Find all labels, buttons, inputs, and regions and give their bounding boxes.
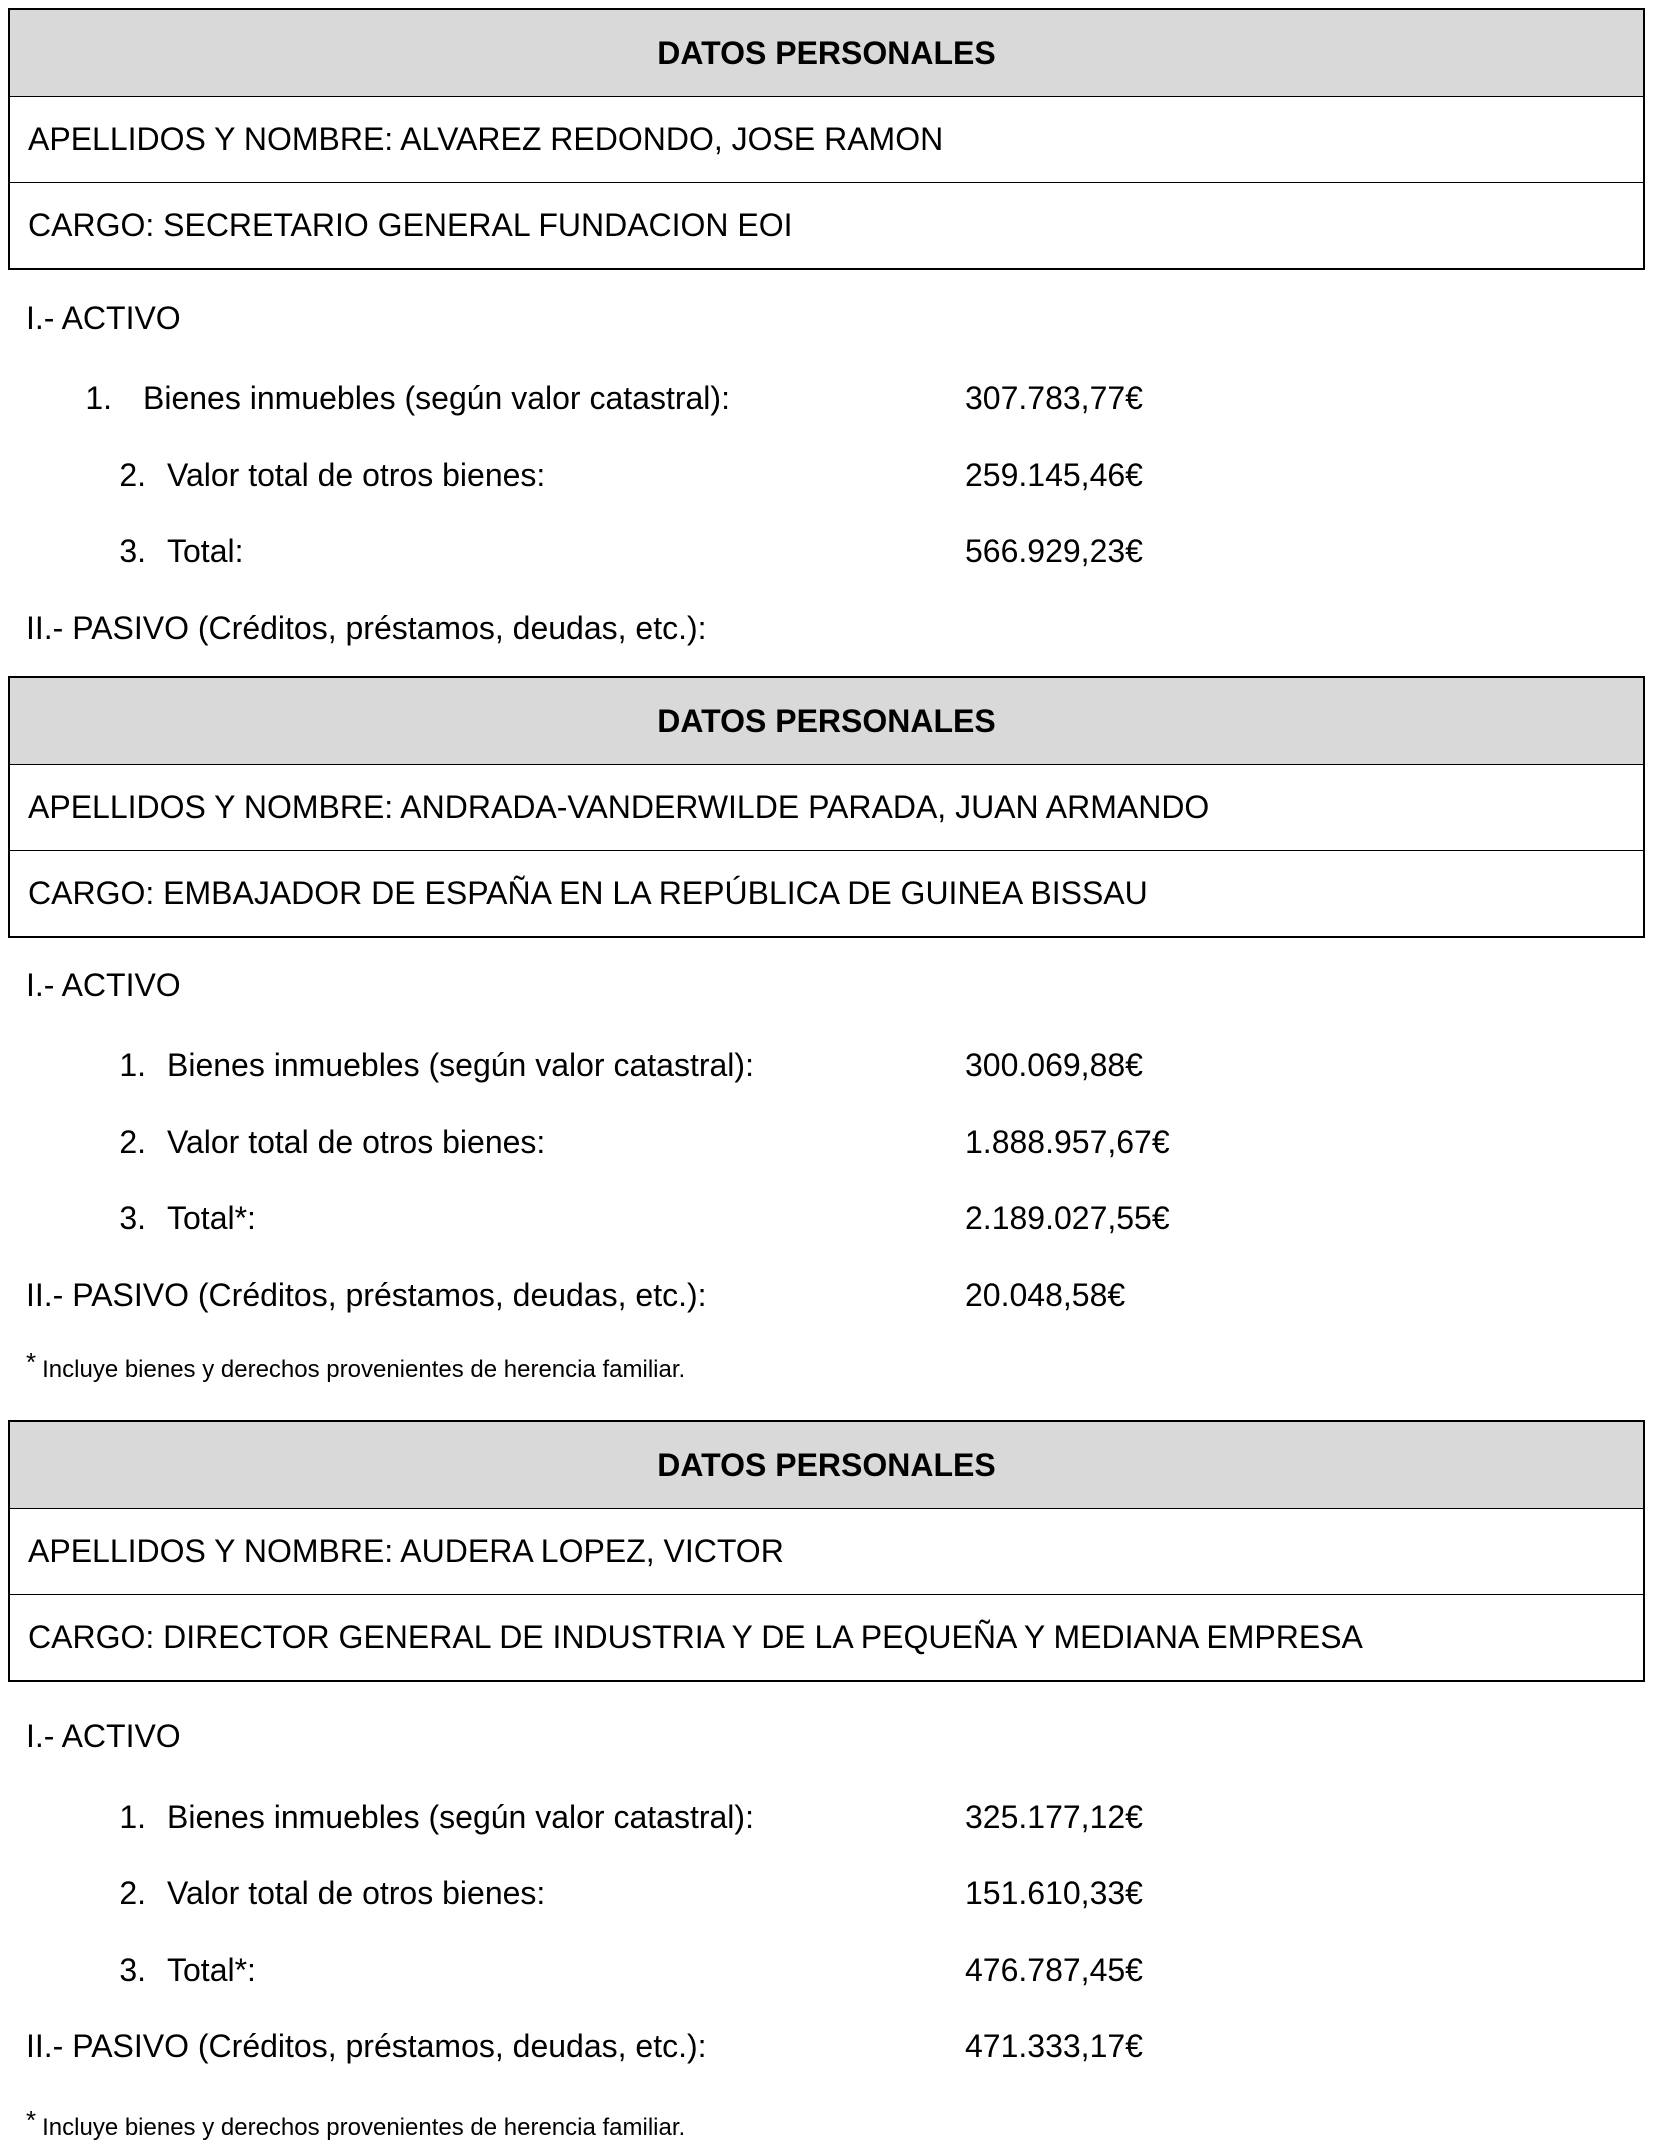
personal-data-table (8, 8, 1645, 270)
table-header: DATOS PERSONALES (10, 10, 1643, 96)
item-number: 3. (119, 1952, 146, 1988)
item-value: 2.189.027,55€ (965, 1200, 1170, 1236)
item-label: Total*: (167, 1200, 256, 1236)
table-header: DATOS PERSONALES (10, 678, 1643, 764)
table-header: DATOS PERSONALES (10, 1422, 1643, 1508)
personal-data-table (8, 676, 1645, 938)
item-label: Valor total de otros bienes: (167, 1875, 546, 1911)
item-label: Valor total de otros bienes: (167, 457, 546, 493)
activo-heading: I.- ACTIVO (26, 1718, 181, 1754)
item-number: 3. (119, 1200, 146, 1236)
footnote-mark: * (26, 1347, 37, 1377)
cargo-row: CARGO: EMBAJADOR DE ESPAÑA EN LA REPÚBLICA DE GUINEA BISSAU (10, 850, 1643, 936)
pasivo-value: 471.333,17€ (965, 2028, 1143, 2064)
item-value: 1.888.957,67€ (965, 1124, 1170, 1160)
item-value: 307.783,77€ (965, 380, 1143, 416)
item-label: Bienes inmuebles (según valor catastral): (167, 1047, 754, 1083)
pasivo-label: II.- PASIVO (Créditos, préstamos, deudas, etc.): (26, 610, 707, 646)
item-label: Bienes inmuebles (según valor catastral): (143, 380, 730, 416)
activo-heading: I.- ACTIVO (26, 967, 181, 1003)
item-value: 325.177,12€ (965, 1799, 1143, 1835)
footnote-mark: * (26, 2105, 37, 2135)
item-value: 566.929,23€ (965, 533, 1143, 569)
item-value: 259.145,46€ (965, 457, 1143, 493)
item-number: 1. (119, 1047, 146, 1083)
name-row: APELLIDOS Y NOMBRE: AUDERA LOPEZ, VICTOR (10, 1508, 1643, 1594)
footnote (26, 2105, 685, 2143)
item-number: 3. (119, 533, 146, 569)
item-label: Total: (167, 533, 244, 569)
item-number: 1. (85, 380, 112, 416)
pasivo-value: 20.048,58€ (965, 1277, 1126, 1313)
item-value: 476.787,45€ (965, 1952, 1143, 1988)
item-label: Total*: (167, 1952, 256, 1988)
name-row: APELLIDOS Y NOMBRE: ANDRADA-VANDERWILDE PARADA, JUAN ARMANDO (10, 764, 1643, 850)
item-label: Valor total de otros bienes: (167, 1124, 546, 1160)
pasivo-label: II.- PASIVO (Créditos, préstamos, deudas, etc.): (26, 2028, 707, 2064)
cargo-row: CARGO: SECRETARIO GENERAL FUNDACION EOI (10, 182, 1643, 268)
footnote (26, 1347, 685, 1385)
item-number: 2. (119, 457, 146, 493)
item-label: Bienes inmuebles (según valor catastral): (167, 1799, 754, 1835)
item-value: 300.069,88€ (965, 1047, 1143, 1083)
item-value: 151.610,33€ (965, 1875, 1143, 1911)
cargo-row: CARGO: DIRECTOR GENERAL DE INDUSTRIA Y DE LA PEQUEÑA Y MEDIANA EMPRESA (10, 1594, 1643, 1680)
pasivo-label: II.- PASIVO (Créditos, préstamos, deudas, etc.): (26, 1277, 707, 1313)
name-row: APELLIDOS Y NOMBRE: ALVAREZ REDONDO, JOSE RAMON (10, 96, 1643, 182)
personal-data-table (8, 1420, 1645, 1682)
footnote-text: Incluye bienes y derechos provenientes de herencia familiar. (42, 1356, 686, 1383)
item-number: 1. (119, 1799, 146, 1835)
activo-heading: I.- ACTIVO (26, 300, 181, 336)
item-number: 2. (119, 1875, 146, 1911)
footnote-text: Incluye bienes y derechos provenientes de herencia familiar. (42, 2114, 686, 2141)
item-number: 2. (119, 1124, 146, 1160)
